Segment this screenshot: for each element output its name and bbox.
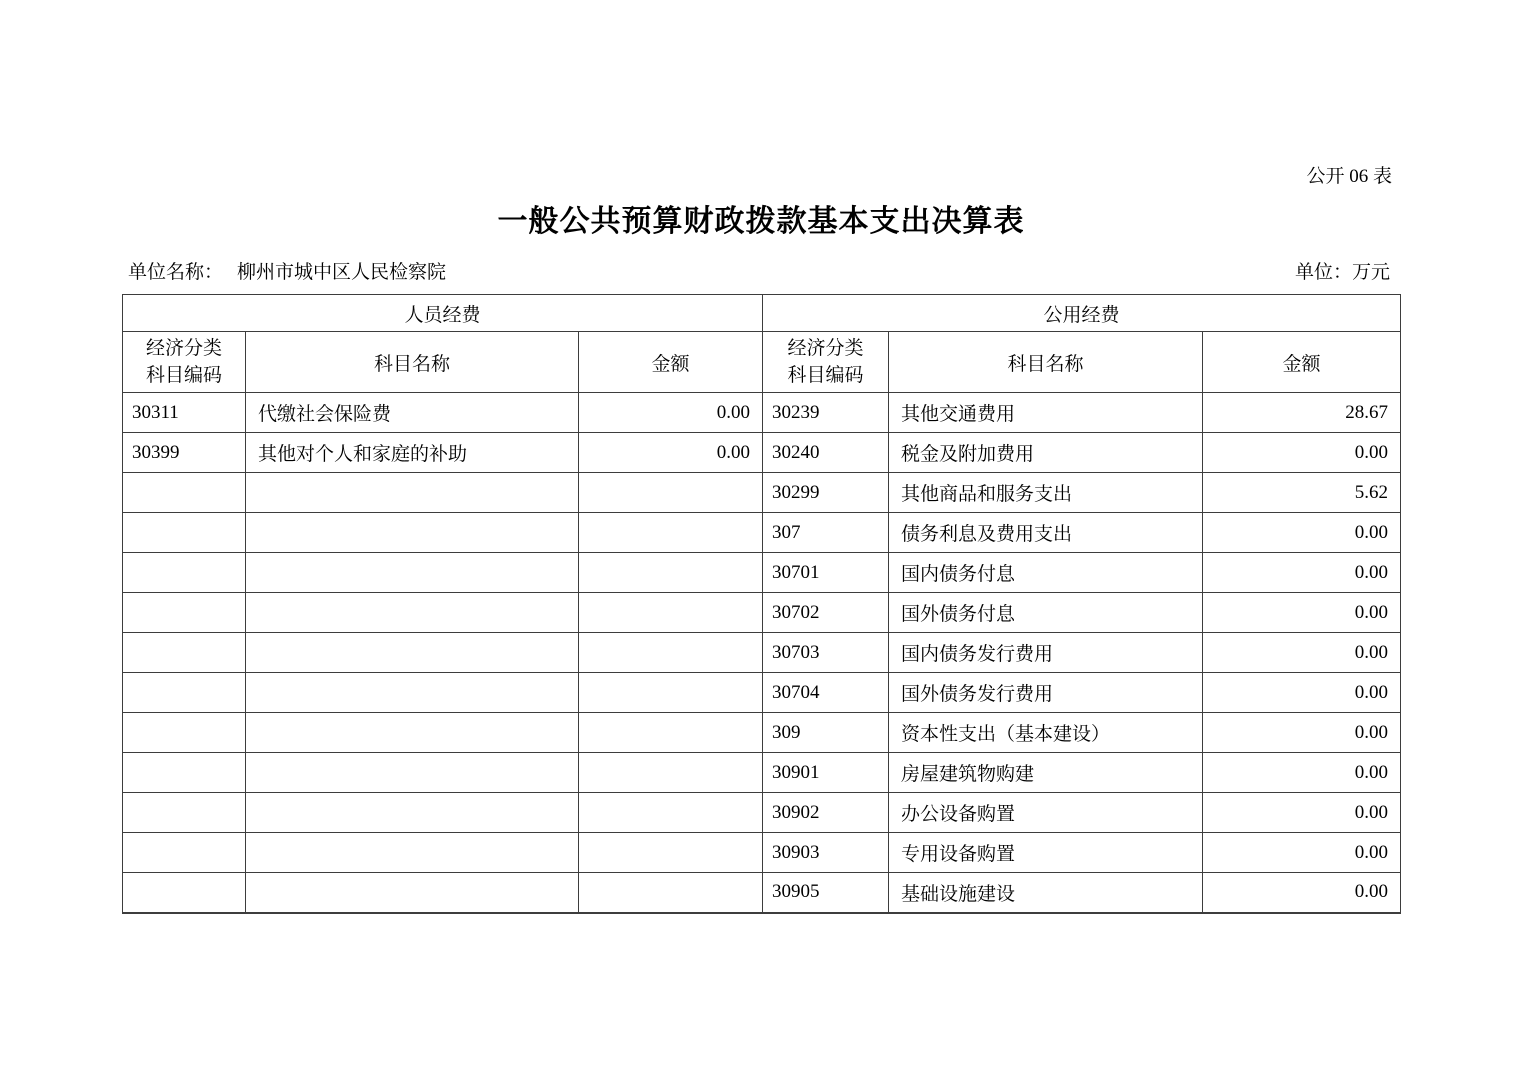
cell-right-name: 房屋建筑物购建 bbox=[889, 753, 1203, 793]
cell-right-code: 30704 bbox=[763, 673, 889, 713]
column-header-row bbox=[123, 332, 1401, 393]
cell-left-amount: 0.00 bbox=[579, 393, 763, 433]
cell-right-name: 其他商品和服务支出 bbox=[889, 473, 1203, 513]
cell-right-code: 30902 bbox=[763, 793, 889, 833]
cell-right-name: 资本性支出（基本建设） bbox=[889, 713, 1203, 753]
cell-right-code: 30702 bbox=[763, 593, 889, 633]
cell-left-name bbox=[246, 753, 579, 793]
cell-right-name: 国外债务发行费用 bbox=[889, 673, 1203, 713]
cell-left-amount bbox=[579, 793, 763, 833]
cell-left-code bbox=[123, 553, 246, 593]
group-header-personnel-expenses: 人员经费 bbox=[123, 295, 763, 332]
cell-right-code: 30240 bbox=[763, 433, 889, 473]
cell-right-name: 税金及附加费用 bbox=[889, 433, 1203, 473]
table-row bbox=[123, 873, 1401, 913]
table-row bbox=[123, 833, 1401, 873]
cell-left-code bbox=[123, 513, 246, 553]
table-row bbox=[123, 753, 1401, 793]
cell-left-amount bbox=[579, 673, 763, 713]
form-number-label: 公开 06 表 bbox=[1306, 166, 1392, 187]
cell-right-amount: 0.00 bbox=[1203, 673, 1401, 713]
col-header-code-line2: 科目编码 bbox=[787, 365, 864, 386]
cell-right-code: 307 bbox=[763, 513, 889, 553]
table-row bbox=[123, 793, 1401, 833]
table-row bbox=[123, 433, 1401, 473]
cell-right-amount: 0.00 bbox=[1203, 633, 1401, 673]
cell-right-code: 30901 bbox=[763, 753, 889, 793]
cell-left-code bbox=[123, 713, 246, 753]
unit-name-label: 单位名称： bbox=[128, 262, 224, 283]
col-header-right-amount: 金额 bbox=[1203, 332, 1401, 393]
group-header-row bbox=[123, 295, 1401, 332]
document-page bbox=[122, 0, 1400, 914]
cell-right-amount: 0.00 bbox=[1203, 553, 1401, 593]
col-header-right-code bbox=[763, 332, 889, 393]
cell-left-amount bbox=[579, 753, 763, 793]
cell-right-amount: 0.00 bbox=[1203, 833, 1401, 873]
group-header-public-expenses: 公用经费 bbox=[763, 295, 1401, 332]
col-header-code-line1: 经济分类 bbox=[787, 338, 864, 359]
cell-right-name: 其他交通费用 bbox=[889, 393, 1203, 433]
cell-left-amount bbox=[579, 553, 763, 593]
cell-right-code: 30903 bbox=[763, 833, 889, 873]
cell-left-amount bbox=[579, 873, 763, 913]
cell-right-amount: 0.00 bbox=[1203, 713, 1401, 753]
cell-right-name: 债务利息及费用支出 bbox=[889, 513, 1203, 553]
cell-left-code bbox=[123, 793, 246, 833]
table-row bbox=[123, 673, 1401, 713]
cell-right-code: 30299 bbox=[763, 473, 889, 513]
cell-left-name bbox=[246, 593, 579, 633]
meta-row bbox=[122, 260, 1400, 286]
cell-right-name: 专用设备购置 bbox=[889, 833, 1203, 873]
cell-left-code bbox=[123, 833, 246, 873]
cell-left-amount bbox=[579, 593, 763, 633]
table-row bbox=[123, 593, 1401, 633]
cell-right-amount: 0.00 bbox=[1203, 593, 1401, 633]
cell-left-name bbox=[246, 673, 579, 713]
cell-right-code: 30905 bbox=[763, 873, 889, 913]
cell-left-code bbox=[123, 873, 246, 913]
table-row bbox=[123, 713, 1401, 753]
cell-right-name: 国外债务付息 bbox=[889, 593, 1203, 633]
cell-left-code bbox=[123, 753, 246, 793]
cell-left-name bbox=[246, 793, 579, 833]
cell-right-amount: 28.67 bbox=[1203, 393, 1401, 433]
cell-left-name: 代缴社会保险费 bbox=[246, 393, 579, 433]
cell-right-code: 30239 bbox=[763, 393, 889, 433]
cell-left-amount bbox=[579, 833, 763, 873]
cell-right-name: 基础设施建设 bbox=[889, 873, 1203, 913]
cell-left-code bbox=[123, 673, 246, 713]
cell-left-name bbox=[246, 513, 579, 553]
cell-left-amount bbox=[579, 713, 763, 753]
cell-right-name: 办公设备购置 bbox=[889, 793, 1203, 833]
unit-name-value: 柳州市城中区人民检察院 bbox=[237, 262, 447, 283]
cell-left-name bbox=[246, 873, 579, 913]
unit-name-line bbox=[128, 260, 446, 286]
page-title: 一般公共预算财政拨款基本支出决算表 bbox=[497, 205, 1025, 238]
col-header-left-amount: 金额 bbox=[579, 332, 763, 393]
currency-unit-label: 单位：万元 bbox=[1294, 262, 1390, 283]
cell-left-name bbox=[246, 473, 579, 513]
cell-right-amount: 0.00 bbox=[1203, 433, 1401, 473]
cell-left-code bbox=[123, 633, 246, 673]
cell-right-amount: 0.00 bbox=[1203, 753, 1401, 793]
table-header bbox=[123, 295, 1401, 393]
cell-right-code: 309 bbox=[763, 713, 889, 753]
cell-left-code: 30399 bbox=[123, 433, 246, 473]
cell-right-name: 国内债务付息 bbox=[889, 553, 1203, 593]
cell-right-amount: 0.00 bbox=[1203, 513, 1401, 553]
col-header-left-code bbox=[123, 332, 246, 393]
table-row bbox=[123, 633, 1401, 673]
table-row bbox=[123, 473, 1401, 513]
table-row bbox=[123, 513, 1401, 553]
cell-right-code: 30703 bbox=[763, 633, 889, 673]
col-header-code-line1: 经济分类 bbox=[145, 338, 222, 359]
cell-left-name bbox=[246, 633, 579, 673]
table-row bbox=[123, 553, 1401, 593]
cell-left-name bbox=[246, 833, 579, 873]
cell-right-amount: 0.00 bbox=[1203, 873, 1401, 913]
table-body bbox=[123, 393, 1401, 913]
budget-table bbox=[122, 294, 1401, 914]
cell-left-code bbox=[123, 473, 246, 513]
cell-right-amount: 0.00 bbox=[1203, 793, 1401, 833]
cell-right-amount: 5.62 bbox=[1203, 473, 1401, 513]
col-header-right-name: 科目名称 bbox=[889, 332, 1203, 393]
cell-left-amount bbox=[579, 633, 763, 673]
cell-left-name bbox=[246, 713, 579, 753]
cell-left-amount bbox=[579, 513, 763, 553]
cell-left-amount bbox=[579, 473, 763, 513]
col-header-left-name: 科目名称 bbox=[246, 332, 579, 393]
table-row bbox=[123, 393, 1401, 433]
cell-right-name: 国内债务发行费用 bbox=[889, 633, 1203, 673]
cell-left-name bbox=[246, 553, 579, 593]
cell-left-amount: 0.00 bbox=[579, 433, 763, 473]
cell-left-name: 其他对个人和家庭的补助 bbox=[246, 433, 579, 473]
cell-left-code: 30311 bbox=[123, 393, 246, 433]
col-header-code-line2: 科目编码 bbox=[145, 365, 222, 386]
cell-right-code: 30701 bbox=[763, 553, 889, 593]
cell-left-code bbox=[123, 593, 246, 633]
